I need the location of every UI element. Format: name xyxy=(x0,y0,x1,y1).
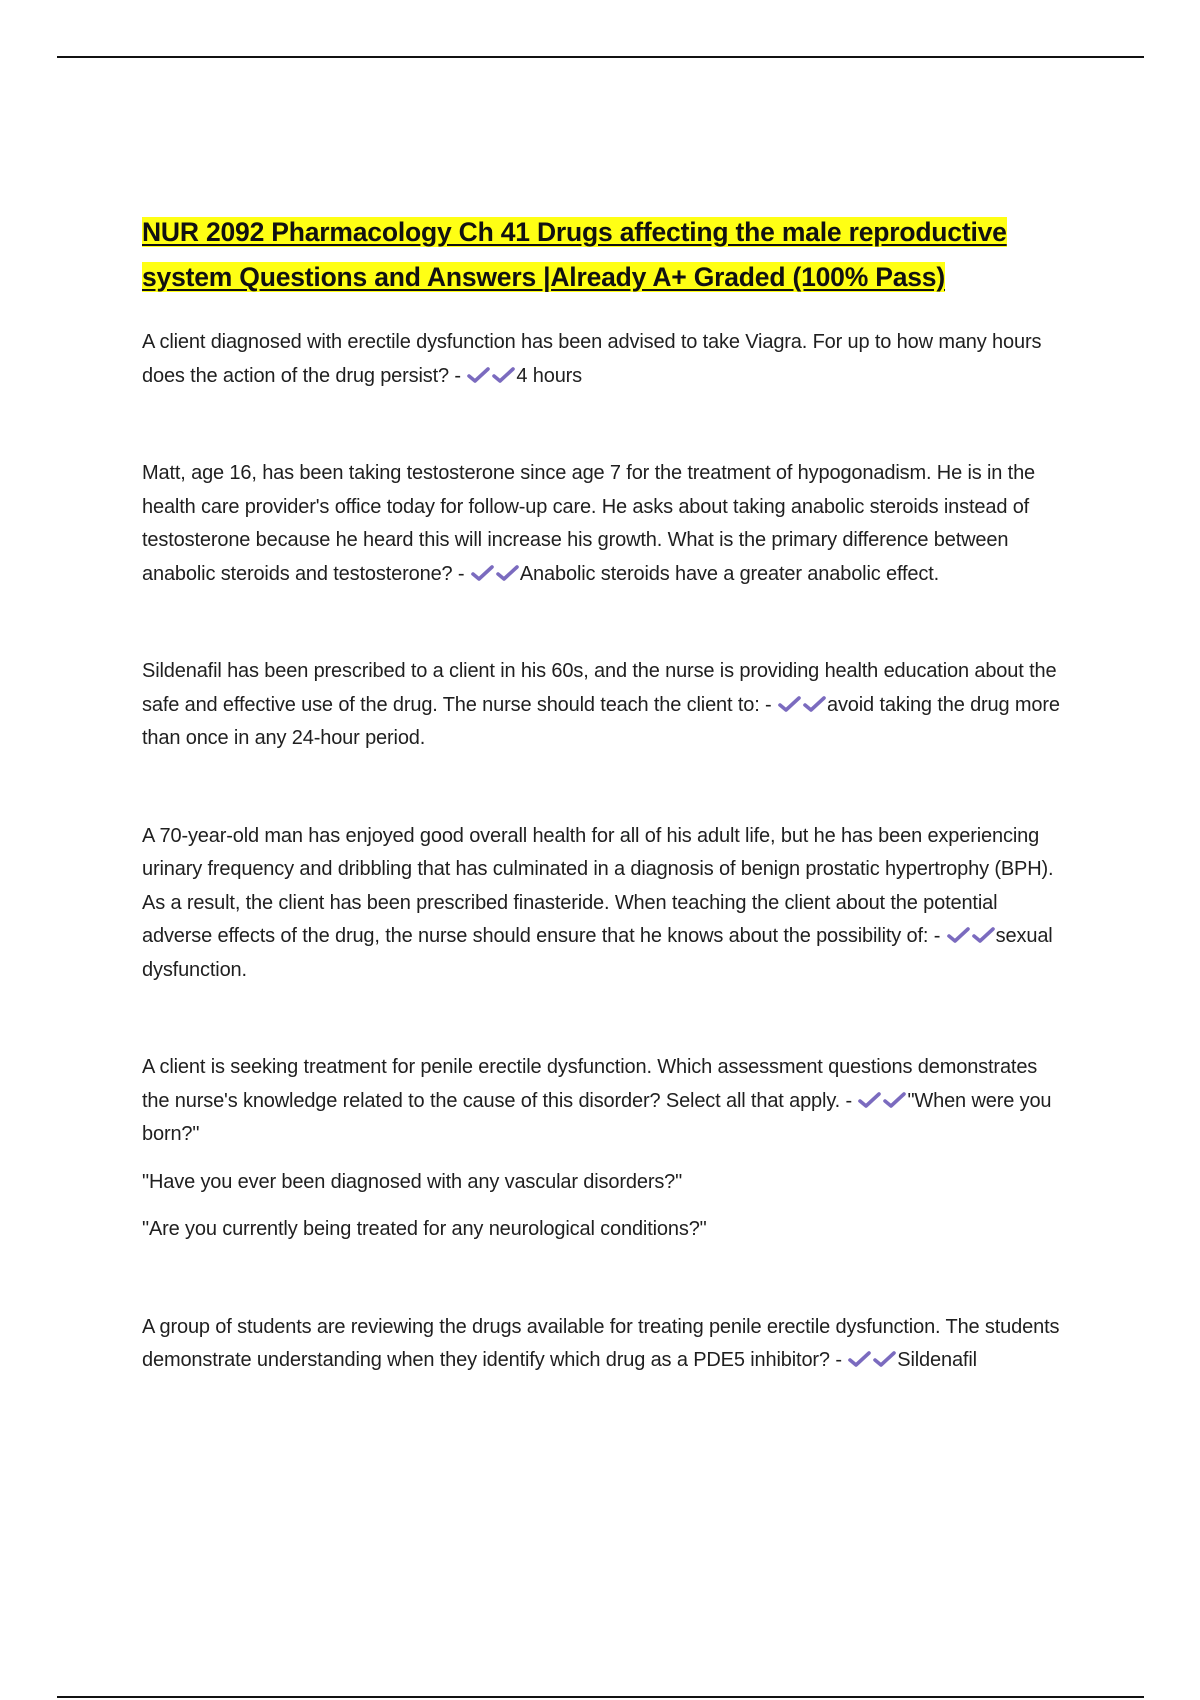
qa-item xyxy=(142,820,1062,988)
question-text: A client is seeking treatment for penile erectile dysfunction. Which assessment questions demonstrates the nurse's knowledge related to the cause of this disorder? Select all that apply. - xyxy=(142,1056,1038,1112)
check-icon xyxy=(466,365,491,385)
qa-item xyxy=(142,457,1062,591)
answer-text: sexual dysfunction. xyxy=(142,925,1053,981)
qa-paragraph xyxy=(142,326,1062,393)
qa-paragraph xyxy=(142,655,1062,756)
question-text: A group of students are reviewing the drugs available for treating penile erectile dysfunction. The students demonstrate understanding when they identify which drug as a PDE5 inhibitor? - xyxy=(142,1315,1060,1371)
qa-paragraph xyxy=(142,1311,1062,1378)
qa-paragraph xyxy=(142,457,1062,591)
answer-text: avoid taking the drug more than once in any 24-hour period. xyxy=(142,693,1060,749)
qa-item xyxy=(142,1311,1062,1378)
check-icon xyxy=(872,1349,897,1369)
check-icon xyxy=(470,563,495,583)
qa-item xyxy=(142,655,1062,756)
question-text: Sildenafil has been prescribed to a client in his 60s, and the nurse is providing health education about the safe and effective use of the drug. The nurse should teach the client to: - xyxy=(142,660,1057,716)
check-icon xyxy=(777,694,802,714)
check-icon xyxy=(971,925,996,945)
qa-item xyxy=(142,326,1062,393)
answer-text: "When were you born?" xyxy=(142,1089,1052,1145)
question-text: A 70-year-old man has enjoyed good overall health for all of his adult life, but he has been experiencing urinary frequency and dribbling that has culminated in a diagnosis of benign prostatic hypertrophy (BPH). As a result, the client has been prescribed finasteride. When teaching the client about the potential adverse effects of the drug, the nurse should ensure that he knows about the possibility of: - xyxy=(142,824,1054,947)
check-icon xyxy=(857,1090,882,1110)
top-rule xyxy=(57,56,1144,58)
answer-text: 4 hours xyxy=(516,364,583,387)
bottom-rule xyxy=(57,1696,1144,1698)
document-title: NUR 2092 Pharmacology Ch 41 Drugs affecting the male reproductive system Questions and Answers |Already A+ Graded (100% Pass) xyxy=(142,217,1007,292)
qa-item xyxy=(142,1051,1062,1247)
question-text: A client diagnosed with erectile dysfunction has been advised to take Viagra. For up to how many hours does the action of the drug persist? - xyxy=(142,331,1042,387)
check-icon xyxy=(882,1090,907,1110)
check-icon xyxy=(802,694,827,714)
answer-extra-line: "Have you ever been diagnosed with any vascular disorders?" xyxy=(142,1170,683,1193)
check-icon xyxy=(946,925,971,945)
answer-text: Sildenafil xyxy=(897,1349,977,1371)
answer-text: Anabolic steroids have a greater anabolic effect. xyxy=(519,562,940,585)
qa-paragraph xyxy=(142,820,1062,988)
check-icon xyxy=(491,365,516,385)
answer-extra-line: "Are you currently being treated for any neurological conditions?" xyxy=(142,1218,707,1240)
question-text: Matt, age 16, has been taking testosterone since age 7 for the treatment of hypogonadism. He is in the health care provider's office today for follow-up care. He asks about taking anabolic steroids instead of testosterone because he heard this will increase his growth. What is the primary difference between anabolic steroids and testosterone? - xyxy=(142,462,1036,585)
document-body xyxy=(142,210,1062,1442)
check-icon xyxy=(495,563,520,583)
check-icon xyxy=(847,1349,872,1369)
qa-paragraph xyxy=(142,1051,1062,1152)
